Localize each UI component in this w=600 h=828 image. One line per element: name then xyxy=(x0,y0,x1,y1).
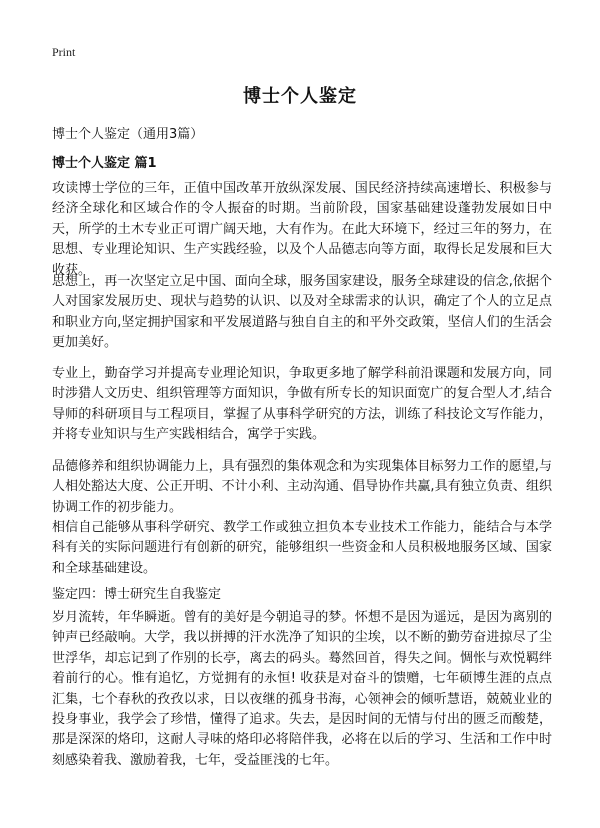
document-title: 博士个人鉴定 xyxy=(243,86,357,107)
paragraph-3: 专业上，勤奋学习并提高专业理论知识，争取更多地了解学科前沿课题和发展方向，同时涉猎人文历史、组织管理等方面知识，争做有所专长的知识面宽广的复合型人才,结合导师的科研项目与工程项目，掌握了从事科学研究的方法，训练了科技论文写作能力，并将专业知识与生产实践相结合，寓学于实践。 xyxy=(52,366,552,443)
paragraph-4: 品德修养和组织协调能力上，具有强烈的集体观念和为实现集体目标努力工作的愿望,与人相处豁达大度、公正开明、不计小利、主动沟通、倡导协作共赢,具有独立负责、组织协调工作的初步能力。 xyxy=(52,459,552,515)
paragraph-section2: 岁月流转，年华瞬逝。曾有的美好是今朝追寻的梦。怀想不是因为遥远，是因为离别的钟声已经敲响。大学，我以拼搏的汗水洗净了知识的尘埃，以不断的勤劳奋进掠尽了尘世浮华，却忘记到了作别的长亭，离去的码头。蓦然回首，得失之间。惆怅与欢悦羁绊着前行的心。惟有追忆，方觉拥有的永恒! 收获是对奋斗的馈赠，七年硕博生涯的点点汇集，七个春秋的孜孜以求，日以夜继的孤身书海，心领神会的倾听慧语，兢兢业业的投身事业，我学会了珍惜，懂得了追求。失去，是因时间的无情与付出的匮乏而酸楚，那是深深的烙印，这耐人寻味的烙印必将陪伴我，必将在以后的学习、生活和工作中时刻感染着我、激励着我，七年，受益匪浅的七年。 xyxy=(52,610,552,768)
paragraph-1: 攻读博士学位的三年，正值中国改革开放纵深发展、国民经济持续高速增长、积极参与经济全球化和区域合作的令人振奋的时期。当前阶段，国家基础建设蓬勃发展如日中天，所学的土木专业正可谓广阔天地，大有作为。在此大环境下，经过三年的努力，在思想、专业理论知识、生产实践经验，以及个人品德志向等方面，取得长足发展和巨大收获。 xyxy=(52,181,552,278)
paragraph-2: 思想上，再一次坚定立足中国、面向全球，服务国家建设，服务全球建设的信念,依据个人对国家发展历史、现状与趋势的认识、以及对全球需求的认识，确定了个人的立足点和职业方向,坚定拥护国家和平发展道路与独自自主的和平外交政策，坚信人们的生活会更加美好。 xyxy=(52,274,552,351)
print-label[interactable]: Print xyxy=(52,45,76,59)
paragraph-5: 相信自己能够从事科学研究、教学工作或独立担负本专业技术工作能力，能结合与本学科有关的实际问题进行有创新的研究，能够组织一些资金和人员积极地服务区域、国家和全球基础建设。 xyxy=(52,520,552,576)
section-heading-1: 博士个人鉴定 篇1 xyxy=(52,156,157,171)
document-subtitle: 博士个人鉴定（通用3篇） xyxy=(52,127,204,142)
section-heading-2: 鉴定四：博士研究生自我鉴定 xyxy=(52,587,222,602)
